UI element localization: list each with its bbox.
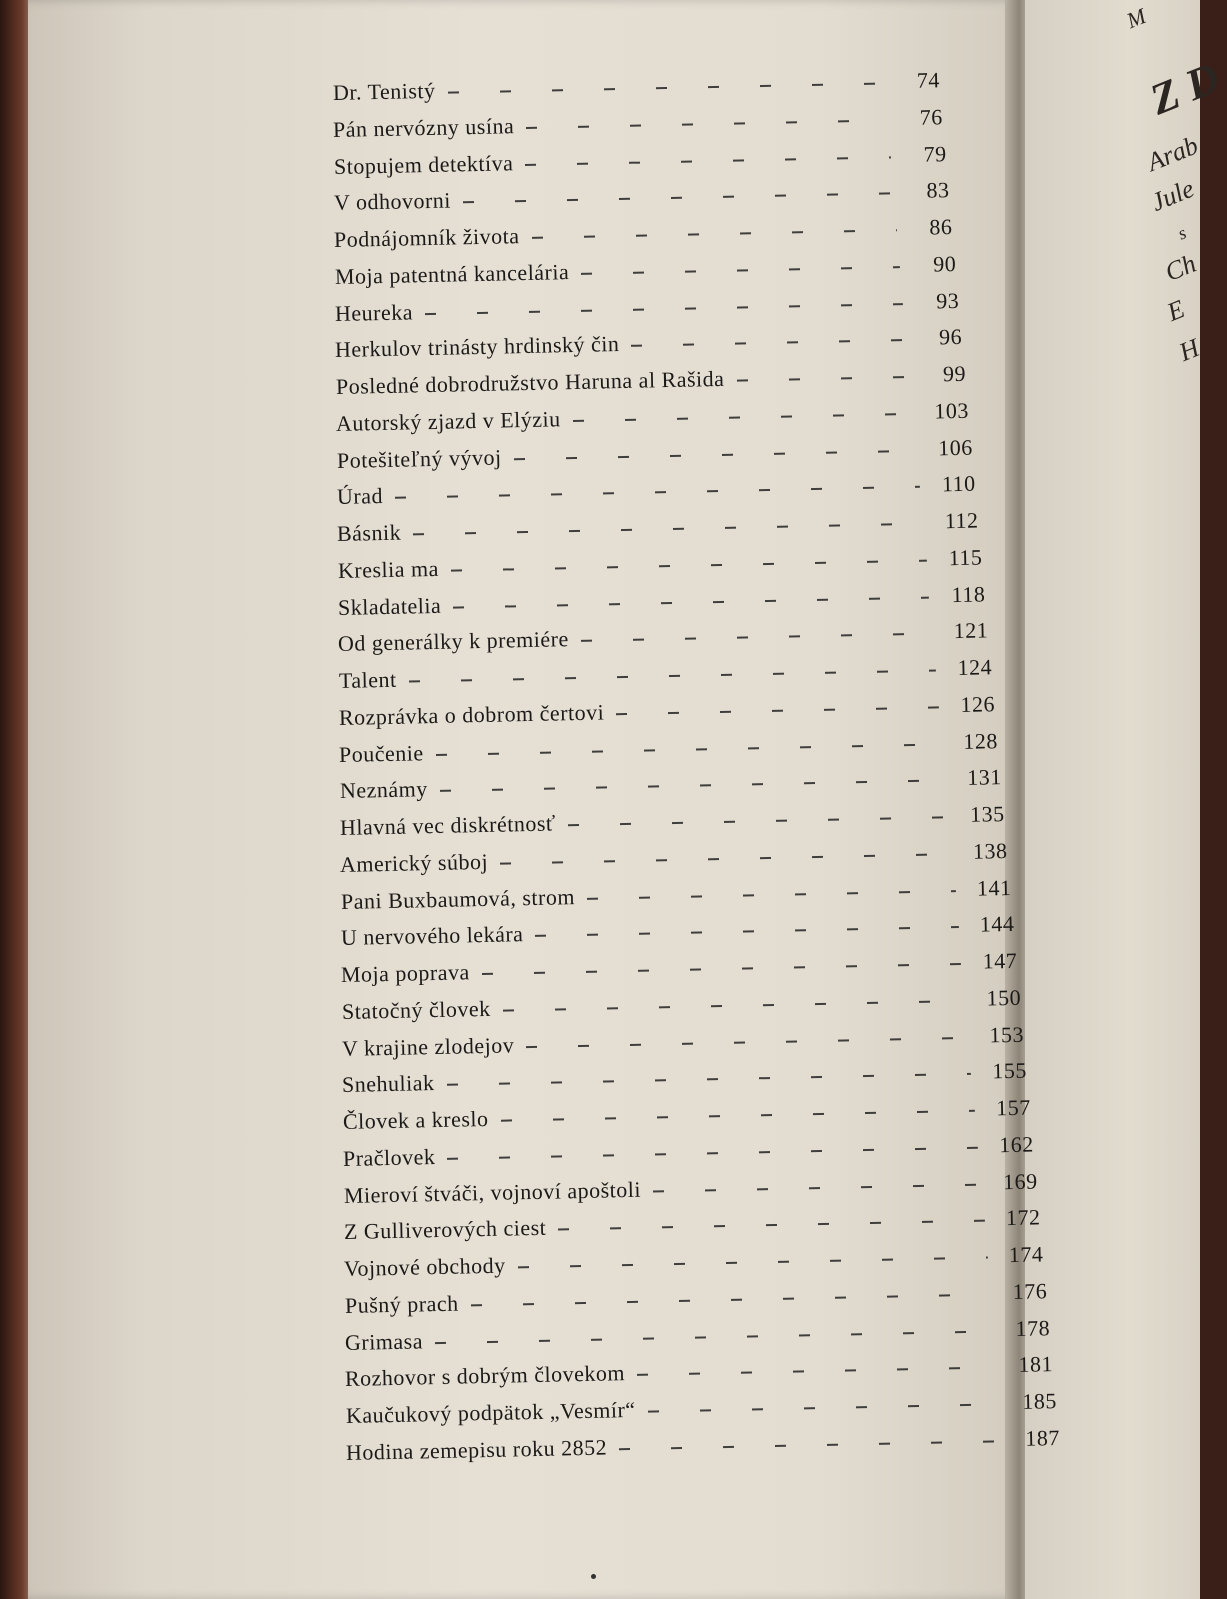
toc-entry-title: Od generálky k premiére [337,626,570,657]
toc-entry [344,1278,1047,1323]
toc-dash-leader [632,339,907,347]
toc-entry-title: Poučenie [338,739,425,767]
toc-dash-leader [518,1257,988,1269]
toc-dash-leader [653,1183,982,1192]
toc-entry [341,985,1021,1029]
toc-entry-title: Kaučukový podpätok „Vesmír“ [345,1397,636,1429]
toc-page-number: 126 [960,691,996,717]
toc-entry-title: Hlavná vec diskrétnosť [339,810,557,841]
toc-page-number: 110 [941,470,976,497]
facing-page-line: Ch [1161,248,1200,287]
toc-dash-leader [535,926,958,937]
toc-dash-leader [513,449,916,459]
toc-dash-leader [425,303,903,315]
toc-page-number: 176 [1012,1278,1048,1304]
toc-dash-leader [525,156,890,166]
toc-entry-title: Pračlovek [342,1144,436,1171]
toc-dash-leader [453,596,929,608]
toc-entry-title: Americký súboj [340,848,489,877]
toc-dash-leader [558,1220,984,1231]
toc-dash-leader [526,1037,968,1048]
toc-page-number: 174 [1008,1241,1044,1268]
toc-entry-title: Mieroví štváči, vojnoví apoštoli [343,1176,641,1208]
toc-page-number: 153 [989,1021,1025,1048]
toc-page-number: 90 [932,250,957,277]
toc-dash-leader [581,266,900,275]
toc-entry [339,765,1001,809]
toc-entry [340,875,1011,919]
toc-page-number: 172 [1005,1204,1041,1231]
toc-page-number: 79 [923,140,947,167]
toc-page-number: 112 [944,507,979,534]
toc-entry [344,1242,1044,1287]
toc-page-number: 74 [916,67,941,93]
toc-entry [335,287,960,330]
toc-entry-title: Moja poprava [341,959,471,988]
toc-entry-title: Moja patentná kancelária [334,258,570,289]
facing-page-line: s [1175,222,1189,244]
toc-entry [346,1425,1060,1470]
toc-dash-leader [482,963,962,975]
toc-dash-leader [448,82,884,93]
toc-entry-title: Básnik [336,519,402,547]
toc-page-number: 155 [992,1058,1028,1084]
toc-page-number: 115 [948,544,983,571]
toc-entry-title: Hodina zemepisu roku 2852 [345,1434,608,1465]
toc-entry [337,471,976,514]
toc-entry [340,838,1008,882]
toc-page-number: 185 [1021,1388,1057,1415]
toc-page-number: 162 [999,1131,1035,1158]
toc-entry-title: Stopujem detektíva [333,149,514,179]
toc-dash-leader [581,633,933,642]
toc-dash-leader [616,706,939,715]
toc-entry-title: Talent [338,666,397,694]
toc-entry [342,1058,1028,1102]
toc-page-number: 144 [979,911,1015,938]
toc-page-number: 147 [982,947,1018,974]
toc-entry-title: Vojnové obchody [343,1252,507,1282]
toc-entry-title: Úrad [336,483,384,510]
toc-page-number: 121 [953,617,989,644]
toc-entry-title: Statočný človek [341,995,491,1024]
toc-page-number: 131 [966,764,1002,791]
toc-page-number: 141 [976,874,1012,901]
toc-entry [340,801,1005,845]
toc-dash-leader [500,1110,974,1122]
toc-dash-leader [502,1000,965,1012]
toc-page-number: 178 [1015,1314,1051,1341]
toc-entry [336,434,972,477]
toc-page-number: 83 [926,177,950,203]
toc-page-number: 157 [995,1094,1031,1121]
toc-dash-leader [448,1147,978,1160]
toc-dash-leader [587,890,956,900]
toc-dash-leader [637,1367,997,1377]
toc-entry [333,141,946,184]
toc-page-number: 128 [963,727,999,754]
toc-dash-leader [413,523,922,536]
toc-dash-leader [395,486,920,499]
facing-page-heading: Z D [1143,52,1227,125]
toc-entry-title: Neznámy [339,776,428,804]
toc-page-number: 103 [934,397,970,424]
toc-dash-leader [573,413,913,422]
toc-page-number: 138 [973,837,1009,864]
toc-entry [333,67,940,110]
toc-page-number: 187 [1025,1425,1061,1451]
page-dot [591,1574,596,1579]
toc-entry-title: Pušný prach [344,1290,459,1318]
facing-page-line: E [1163,294,1189,327]
toc-entry [343,1131,1034,1175]
toc-entry [338,654,992,698]
toc-entry [337,508,979,551]
toc-entry-title: Grimasa [344,1328,424,1355]
toc-dash-leader [435,1330,994,1344]
toc-entry-title: Potešiteľný vývoj [336,444,502,473]
toc-entry-title: Z Gulliverových ciest [343,1215,547,1245]
toc-entry-title: Rozprávka o dobrom čertovi [338,699,605,730]
toc-page-number: 135 [969,801,1005,827]
toc-entry [334,214,953,257]
toc-page-number: 169 [1002,1168,1038,1194]
toc-entry [334,251,956,294]
toc-page-number: 99 [942,360,966,387]
toc-dash-leader [470,1293,991,1306]
toc-entry-title: Pán nervózny usína [333,112,515,142]
facing-page-corner-text: M [1123,3,1150,34]
toc-entry-title: Pani Buxbaumová, strom [340,883,575,914]
toc-page-number: 118 [951,581,986,607]
toc-entry-title: V krajine zlodejov [341,1032,515,1061]
toc-entry-title: Posledné dobrodružstvo Haruna al Rašida [335,365,725,400]
toc-page-number: 96 [939,324,963,350]
toc-entry-title: Kreslia ma [337,555,439,583]
toc-entry [333,104,943,147]
toc-entry-title: Dr. Tenistý [332,77,436,105]
toc-entry [341,911,1015,955]
toc-entry [335,361,966,404]
toc-page-number: 76 [919,103,944,130]
toc-entry [334,177,950,220]
toc-entry-title: Autorský zjazd v Elýziu [335,406,562,436]
toc-dash-leader [619,1440,1004,1450]
toc-dash-leader [647,1404,1000,1413]
toc-entry [336,398,970,441]
toc-entry-title: Skladatelia [337,592,442,620]
toc-dash-leader [500,853,952,864]
toc-dash-leader [736,376,910,382]
toc-dash-leader [439,780,945,793]
toc-dash-leader [447,1073,972,1086]
facing-page-line: Jule [1147,173,1199,217]
facing-page-line: H [1175,332,1204,367]
toc-entry-title: V odhovorni [333,187,452,216]
toc-entry-title: U nervového lekára [340,921,524,951]
toc-dash-leader [527,119,888,129]
toc-dash-leader [408,670,936,683]
facing-page-line: Arab [1143,130,1203,177]
toc-entry [338,581,986,625]
toc-entry-title: Rozhovor s dobrým človekom [344,1360,626,1392]
toc-page-number: 93 [935,287,960,313]
toc-page-number: 181 [1018,1351,1054,1378]
toc-entry [339,728,999,772]
toc-entry-title: Herkulov trinásty hrdinský čin [335,331,621,363]
toc-entry-title: Podnájomník života [334,223,521,253]
toc-entry-title: Snehuliak [342,1070,436,1098]
toc-page-number: 106 [937,434,973,460]
toc-entry [341,948,1018,992]
toc-entry-title: Heureka [334,298,414,326]
toc-dash-leader [532,229,897,239]
toc-entry [337,544,982,587]
toc-page-number: 124 [956,654,992,681]
toc-dash-leader [450,560,926,572]
toc-page-number: 150 [986,984,1022,1011]
toc-page-number: 86 [929,214,954,240]
toc-entry [338,618,989,662]
toc-dash-leader [463,193,894,204]
toc-entry [343,1095,1031,1139]
toc-dash-leader [568,816,949,826]
toc-entry-title: Človek a kreslo [342,1106,489,1135]
toc-entry [339,691,996,735]
toc-dash-leader [436,743,942,756]
toc-entry [335,324,963,367]
